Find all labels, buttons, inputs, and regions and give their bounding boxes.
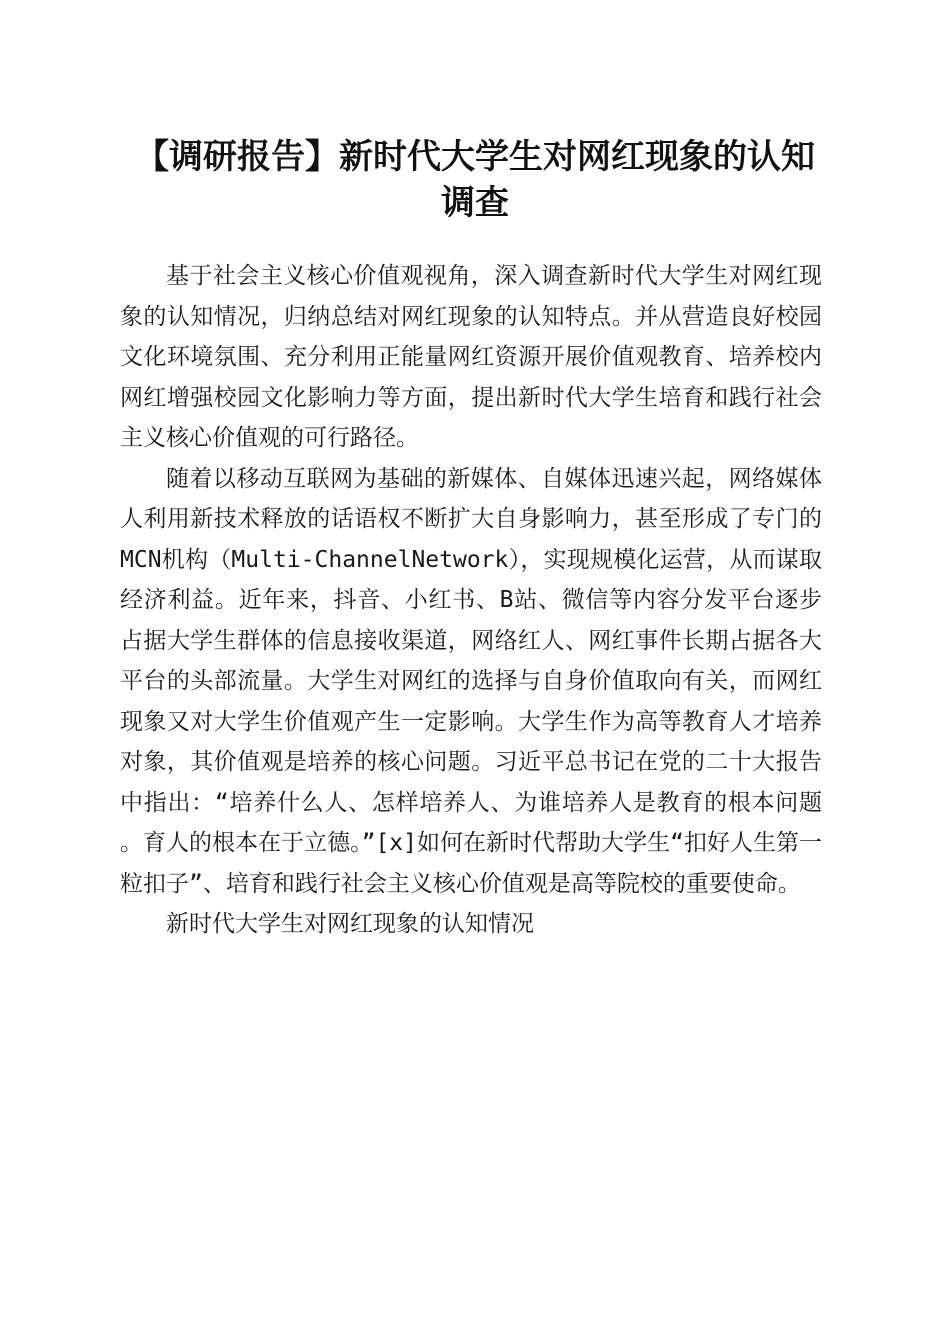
paragraph-background: 随着以移动互联网为基础的新媒体、自媒体迅速兴起，网络媒体人利用新技术释放的话语权不断扩大自身影响力，甚至形成了专门的MCN机构（Multi-ChannelNetwork），实现规模化运营，从而谋取经济利益。近年来，抖音、小红书、B站、微信等内容分发平台逐步占据大学生群体的信息接收渠道，网络红人、网红事件长期占据各大平台的头部流量。大学生对网红的选择与自身价值取向有关，而网红现象又对大学生价值观产生一定影响。大学生作为高等教育人才培养对象，其价值观是培养的核心问题。习近平总书记在党的二十大报告中指出：“培养什么人、怎样培养人、为谁培养人是教育的根本问题。育人的根本在于立德。”[x]如何在新时代帮助大学生“扣好人生第一粒扣子”、培育和践行社会主义核心价值观是高等院校的重要使命。: [120, 465, 822, 897]
document-title: 【调研报告】新时代大学生对网红现象的认知调查: [135, 137, 815, 223]
paragraph-intro: 基于社会主义核心价值观视角，深入调查新时代大学生对网红现象的认知情况，归纳总结对网红现象的认知特点。并从营造良好校园文化环境氛围、充分利用正能量网红资源开展价值观教育、培养校内网红增强校园文化影响力等方面，提出新时代大学生培育和践行社会主义核心价值观的可行路径。: [120, 263, 822, 451]
document-body: [120, 256, 822, 945]
section-heading-cognition: 新时代大学生对网红现象的认知情况: [166, 911, 534, 937]
